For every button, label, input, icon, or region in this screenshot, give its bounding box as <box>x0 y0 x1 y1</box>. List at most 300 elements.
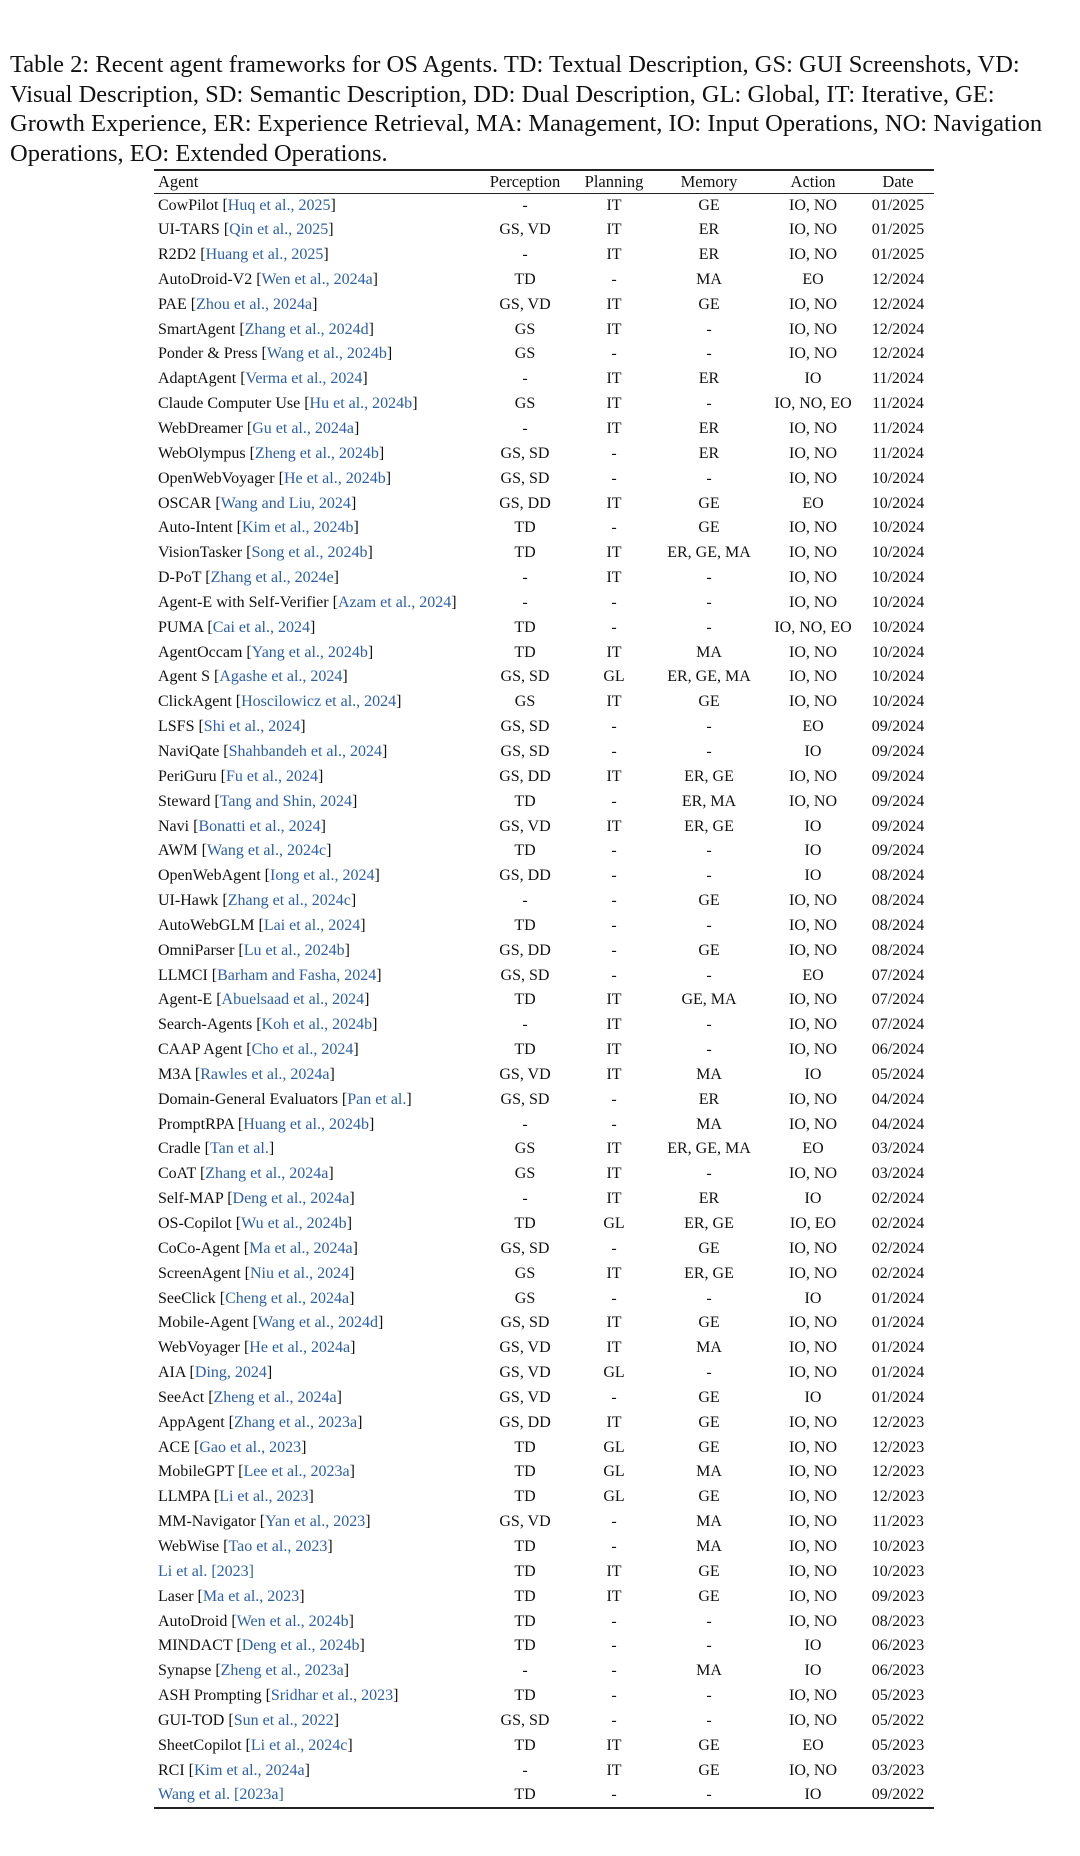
action-cell: IO, NO <box>789 1587 837 1605</box>
citation-bracket: ] <box>266 1364 273 1382</box>
perception-cell: GS, SD <box>500 742 550 760</box>
citation-bracket: ] <box>412 395 418 413</box>
action-cell: IO, NO <box>789 1513 837 1531</box>
memory-cell: ER, GE, MA <box>667 544 751 562</box>
action-cell: IO, NO, EO <box>774 395 852 413</box>
date-cell: 05/2022 <box>871 1711 925 1729</box>
citation-link[interactable]: Verma et al., 2024 <box>245 370 363 388</box>
citation-link[interactable]: Zheng et al., 2024b <box>254 444 379 462</box>
citation-bracket: ] <box>362 370 368 388</box>
citation-link[interactable]: Zhou et al., 2024a <box>196 295 313 313</box>
action-cell: IO <box>804 867 822 885</box>
date-cell: 02/2024 <box>871 1190 925 1208</box>
citation-link[interactable]: Gao et al., 2023 <box>199 1438 302 1456</box>
action-cell: IO, NO <box>789 643 837 661</box>
citation-link[interactable]: Bonatti et al., 2024 <box>198 817 321 835</box>
citation-bracket: ] <box>349 1190 355 1208</box>
agent-name: Agent-E with Self-Verifier [ <box>158 593 338 611</box>
planning-cell: - <box>611 1711 617 1729</box>
table-row <box>154 1410 934 1435</box>
planning-cell: - <box>611 916 617 934</box>
agent-cell <box>154 541 476 566</box>
planning-cell: - <box>611 892 617 910</box>
table-row <box>154 193 934 218</box>
action-cell: IO, NO <box>789 1761 837 1779</box>
perception-cell: TD <box>514 842 536 860</box>
date-cell: 07/2024 <box>871 1016 925 1034</box>
table-row <box>154 665 934 690</box>
agent-name: OSCAR [ <box>158 494 221 512</box>
date-cell: 02/2024 <box>871 1264 925 1282</box>
citation-link[interactable]: Huq et al., 2025 <box>227 196 331 214</box>
citation-bracket: ] <box>350 494 357 512</box>
agent-name: Claude Computer Use [ <box>158 395 310 413</box>
memory-cell: ER, MA <box>681 792 737 810</box>
agent-cell <box>154 640 476 665</box>
perception-cell: GS, SD <box>500 1711 550 1729</box>
citation-link[interactable]: Hu et al., 2024b <box>309 395 413 413</box>
action-cell: IO, NO <box>789 1537 837 1555</box>
citation-link[interactable]: Deng et al., 2024b <box>241 1637 360 1655</box>
citation-link[interactable]: Li et al., 2023 <box>219 1488 309 1506</box>
memory-cell: - <box>706 842 712 860</box>
agent-name: ACE [ <box>158 1438 200 1456</box>
perception-cell: GS <box>514 1289 536 1307</box>
perception-cell: GS <box>514 1165 536 1183</box>
citation-link[interactable]: Ma et al., 2024a <box>249 1239 353 1257</box>
agent-name: NaviQate [ <box>158 742 229 760</box>
agent-cell <box>154 1733 476 1758</box>
planning-cell: - <box>611 792 617 810</box>
agent-cell <box>154 988 476 1013</box>
table-row <box>154 913 934 938</box>
table-row <box>154 1584 934 1609</box>
citation-bracket: ] <box>327 1537 333 1555</box>
action-cell: IO, NO <box>789 1041 837 1059</box>
memory-cell: GE <box>698 1562 720 1580</box>
agent-cell <box>154 1510 476 1535</box>
date-cell: 11/2024 <box>872 444 924 462</box>
perception-cell: GS, VD <box>499 817 551 835</box>
action-cell: IO, NO <box>789 519 837 537</box>
planning-cell: IT <box>606 991 622 1009</box>
table-row <box>154 342 934 367</box>
citation-bracket: ] <box>451 593 457 611</box>
citation-link[interactable]: Ma et al., 2023 <box>202 1587 300 1605</box>
citation-link[interactable]: Wen et al., 2024b <box>236 1612 349 1630</box>
agent-cell <box>154 665 476 690</box>
citation-link[interactable]: Deng et al., 2024a <box>232 1190 350 1208</box>
date-cell: 01/2024 <box>871 1388 925 1406</box>
citation-bracket: ] <box>304 1761 310 1779</box>
agent-name: Mobile-Agent [ <box>158 1314 258 1332</box>
citation-link[interactable]: Shi et al., 2024 <box>203 718 301 736</box>
citation-link[interactable]: Koh et al., 2024b <box>261 1016 373 1034</box>
citation-link[interactable]: He et al., 2024a <box>249 1339 351 1357</box>
citation-bracket: ] <box>360 916 366 934</box>
memory-cell: - <box>706 1016 712 1034</box>
date-cell: 10/2024 <box>871 643 925 661</box>
agent-name: WebVoyager [ <box>158 1339 250 1357</box>
agent-name: SeeClick [ <box>158 1289 226 1307</box>
date-cell: 03/2024 <box>871 1165 925 1183</box>
date-cell: 11/2023 <box>872 1513 924 1531</box>
agent-cell <box>154 1261 476 1286</box>
agent-name: Agent-E [ <box>158 991 222 1009</box>
citation-link[interactable]: Li et al. [2023] <box>158 1562 254 1580</box>
citation-link[interactable]: Zhang et al., 2024d <box>244 320 369 338</box>
citation-link[interactable]: Abuelsaad et al., 2024 <box>221 991 365 1009</box>
perception-cell: GS, VD <box>499 1339 551 1357</box>
table-row <box>154 789 934 814</box>
action-cell: IO, NO <box>789 1115 837 1133</box>
citation-link[interactable]: Wen et al., 2024a <box>261 270 373 288</box>
table-row <box>154 1137 934 1162</box>
table-row <box>154 1261 934 1286</box>
table-caption: Table 2: Recent agent frameworks for OS Agents. TD: Textual Description, GS: GUI Screenshots, VD: Visual Description, SD: Semantic Description, DD: Dual Description, GL: Global, IT: Iterative, GE: Growth Experience, ER: Experience Retrieval, MA: Management, IO: Input Operations, NO: Navigation Operations, EO: Extended Operations. <box>10 51 1043 167</box>
planning-cell: IT <box>606 370 622 388</box>
agent-cell <box>154 889 476 914</box>
agent-name: GUI-TOD [ <box>158 1711 234 1729</box>
citation-link[interactable]: Wu et al., 2024b <box>241 1215 347 1233</box>
action-cell: IO, NO <box>789 792 837 810</box>
agent-name: AdaptAgent [ <box>158 370 246 388</box>
date-cell: 09/2024 <box>871 842 925 860</box>
perception-cell: TD <box>476 1783 574 1808</box>
citation-bracket: ] <box>406 1090 412 1108</box>
action-cell: IO, NO <box>789 444 837 462</box>
planning-cell: IT <box>606 1314 622 1332</box>
date-cell: 05/2023 <box>871 1736 925 1754</box>
perception-cell: TD <box>514 519 536 537</box>
agent-cell <box>154 1311 476 1336</box>
citation-link[interactable]: Tang and Shin, 2024 <box>219 792 352 810</box>
memory-cell: MA <box>696 1513 722 1531</box>
citation-link[interactable]: Cho et al., 2024 <box>251 1041 354 1059</box>
citation-link[interactable]: Agashe et al., 2024 <box>219 668 343 686</box>
action-cell: IO, NO <box>789 320 837 338</box>
date-cell: 10/2024 <box>871 544 925 562</box>
action-cell: IO, NO <box>789 767 837 785</box>
citation-link[interactable]: Wang and Liu, 2024 <box>220 494 351 512</box>
table-header-row <box>154 170 934 193</box>
planning-cell: IT <box>606 1761 622 1779</box>
citation-link[interactable]: Barham and Fasha, 2024 <box>217 966 377 984</box>
citation-link[interactable]: Zhang et al., 2024c <box>227 892 351 910</box>
planning-cell: - <box>611 718 617 736</box>
planning-cell: - <box>611 618 617 636</box>
citation-link[interactable]: Zhang et al., 2024a <box>205 1165 329 1183</box>
perception-cell: GS <box>514 395 536 413</box>
action-cell: IO, NO <box>789 221 837 239</box>
agent-cell <box>154 1162 476 1187</box>
citation-bracket: ] <box>342 668 348 686</box>
planning-cell: GL <box>603 1463 625 1481</box>
agent-name: Agent S [ <box>158 668 220 686</box>
citation-link[interactable]: Zhang et al., 2023a <box>233 1413 358 1431</box>
planning-cell: - <box>611 1612 617 1630</box>
citation-link[interactable]: Wang et al., 2024d <box>257 1314 378 1332</box>
citation-link[interactable]: Wang et al., 2024b <box>266 345 387 363</box>
citation-bracket: ] <box>353 1041 359 1059</box>
citation-link[interactable]: Yang et al., 2024b <box>251 643 368 661</box>
date-cell: 06/2024 <box>871 1041 925 1059</box>
agent-name: AutoDroid-V2 [ <box>158 270 262 288</box>
column-header-action: Action <box>764 170 862 193</box>
planning-cell: IT <box>606 643 622 661</box>
planning-cell: IT <box>606 1587 622 1605</box>
memory-cell: ER, GE <box>684 767 734 785</box>
date-cell: 12/2024 <box>871 320 925 338</box>
perception-cell: TD <box>514 1438 536 1456</box>
table-row <box>154 715 934 740</box>
table-row <box>154 1286 934 1311</box>
memory-cell: - <box>706 618 712 636</box>
agent-name: Search-Agents [ <box>158 1016 262 1034</box>
citation-link[interactable]: Tan et al. <box>209 1140 269 1158</box>
citation-bracket: ] <box>365 1513 371 1531</box>
table-row <box>154 1112 934 1137</box>
agent-name: AutoDroid [ <box>158 1612 237 1630</box>
citation-link[interactable]: Shahbandeh et al., 2024 <box>228 742 382 760</box>
memory-cell: - <box>706 742 712 760</box>
action-cell: IO, NO <box>789 1239 837 1257</box>
agent-name: MINDACT [ <box>158 1637 242 1655</box>
planning-cell: IT <box>606 221 622 239</box>
citation-link[interactable]: Cheng et al., 2024a <box>225 1289 350 1307</box>
table-row <box>154 1609 934 1634</box>
citation-link[interactable]: Kim et al., 2024b <box>241 519 354 537</box>
date-cell: 02/2024 <box>871 1215 925 1233</box>
planning-cell: GL <box>603 668 625 686</box>
memory-cell: - <box>706 1711 712 1729</box>
citation-bracket: ] <box>372 270 378 288</box>
memory-cell: ER <box>698 444 720 462</box>
perception-cell: - <box>522 370 528 388</box>
citation-link[interactable]: Zhang et al., 2024e <box>210 569 334 587</box>
planning-cell: IT <box>606 320 622 338</box>
agent-name: AWM [ <box>158 842 207 860</box>
agent-cell <box>154 317 476 342</box>
agent-name: AppAgent [ <box>158 1413 234 1431</box>
table-row <box>154 1659 934 1684</box>
perception-cell: - <box>522 1761 528 1779</box>
agent-cell <box>154 913 476 938</box>
table-row <box>154 1013 934 1038</box>
action-cell: IO, NO <box>789 295 837 313</box>
citation-link[interactable]: Wang et al., 2024c <box>206 842 327 860</box>
agent-name: LSFS [ <box>158 718 204 736</box>
date-cell: 10/2024 <box>871 519 925 537</box>
agent-name: Laser [ <box>158 1587 203 1605</box>
citation-link[interactable]: Qin et al., 2025 <box>229 221 329 239</box>
perception-cell: GS, VD <box>499 221 551 239</box>
memory-cell: GE <box>698 1761 720 1779</box>
agent-cell <box>154 715 476 740</box>
agent-name: OpenWebAgent [ <box>158 867 271 885</box>
perception-cell: - <box>522 196 528 214</box>
citation-link[interactable]: Rawles et al., 2024a <box>200 1065 330 1083</box>
date-cell: 06/2023 <box>871 1637 925 1655</box>
table-row <box>154 690 934 715</box>
citation-link[interactable]: Song et al., 2024b <box>251 544 368 562</box>
citation-bracket: ] <box>368 1115 375 1133</box>
citation-link[interactable]: Li et al., 2024c <box>250 1736 348 1754</box>
citation-link[interactable]: He et al., 2024b <box>283 469 386 487</box>
date-cell: 04/2024 <box>871 1090 925 1108</box>
agent-name: SmartAgent [ <box>158 320 245 338</box>
agent-cell <box>154 1013 476 1038</box>
citation-link[interactable]: Hoscilowicz et al., 2024 <box>241 693 397 711</box>
table-row <box>154 268 934 293</box>
citation-link[interactable]: Lai et al., 2024 <box>263 916 361 934</box>
planning-cell: IT <box>606 1413 622 1431</box>
agent-name: WebOlympus [ <box>158 444 255 462</box>
memory-cell: - <box>706 569 712 587</box>
citation-bracket: ] <box>378 1314 384 1332</box>
date-cell: 03/2023 <box>871 1761 925 1779</box>
action-cell: IO <box>804 1637 822 1655</box>
citation-link[interactable]: Azam et al., 2024 <box>337 593 452 611</box>
citation-bracket: ] <box>328 221 334 239</box>
agent-name: MM-Navigator [ <box>158 1513 266 1531</box>
planning-cell: - <box>611 444 617 462</box>
perception-cell: TD <box>514 1637 536 1655</box>
agent-cell <box>154 1559 476 1584</box>
citation-link[interactable]: Niu et al., 2024 <box>249 1264 350 1282</box>
memory-cell: ER <box>698 420 720 438</box>
planning-cell: - <box>611 1239 617 1257</box>
agent-cell <box>154 1609 476 1634</box>
agent-name: PeriGuru [ <box>158 767 226 785</box>
agent-name: Ponder & Press [ <box>158 345 267 363</box>
agent-name: PUMA [ <box>158 618 213 636</box>
planning-cell: - <box>611 1687 617 1705</box>
agent-cell <box>154 1212 476 1237</box>
table-row <box>154 1435 934 1460</box>
agent-name: WebWise [ <box>158 1537 229 1555</box>
memory-cell: - <box>706 718 712 736</box>
citation-link[interactable]: Sun et al., 2022 <box>233 1711 334 1729</box>
citation-link[interactable]: Iong et al., 2024 <box>270 867 375 885</box>
citation-link[interactable]: Tao et al., 2023 <box>228 1537 328 1555</box>
planning-cell: IT <box>606 569 622 587</box>
agent-name: LLMPA [ <box>158 1488 220 1506</box>
date-cell: 12/2023 <box>871 1438 925 1456</box>
citation-bracket: ] <box>386 345 393 363</box>
action-cell: IO <box>804 370 822 388</box>
memory-cell: - <box>706 1612 712 1630</box>
citation-link[interactable]: Ding, 2024 <box>194 1364 267 1382</box>
agent-name: Navi [ <box>158 817 199 835</box>
table-row <box>154 615 934 640</box>
agent-name: MobileGPT [ <box>158 1463 244 1481</box>
citation-link[interactable]: Huang et al., 2025 <box>205 246 324 264</box>
planning-cell: IT <box>606 693 622 711</box>
action-cell: IO <box>804 1190 822 1208</box>
citation-link[interactable]: Wang et al. [2023a] <box>158 1785 284 1803</box>
agent-name: SeeAct [ <box>158 1388 214 1406</box>
perception-cell: GS, SD <box>500 1090 550 1108</box>
memory-cell: GE <box>698 519 720 537</box>
perception-cell: GS, SD <box>500 444 550 462</box>
agent-name: Self-MAP [ <box>158 1190 233 1208</box>
action-cell: IO, NO <box>789 469 837 487</box>
citation-link[interactable]: Pan et al. <box>347 1090 407 1108</box>
date-cell: 08/2024 <box>871 941 925 959</box>
planning-cell: IT <box>606 544 622 562</box>
agent-cell <box>154 1038 476 1063</box>
perception-cell: TD <box>514 1488 536 1506</box>
planning-cell: IT <box>606 1736 622 1754</box>
date-cell: 01/2024 <box>871 1364 925 1382</box>
citation-link[interactable]: Cai et al., 2024 <box>212 618 310 636</box>
citation-link[interactable]: Zheng et al., 2024a <box>213 1388 337 1406</box>
agent-cell <box>154 1361 476 1386</box>
action-cell: IO, NO <box>789 991 837 1009</box>
citation-link[interactable]: Gu et al., 2024a <box>252 420 354 438</box>
action-cell: IO, NO <box>789 593 837 611</box>
citation-bracket: ] <box>268 1140 275 1158</box>
agent-cell <box>154 1535 476 1560</box>
citation-link[interactable]: Lu et al., 2024b <box>243 941 345 959</box>
agent-name: CAAP Agent [ <box>158 1041 252 1059</box>
citation-link[interactable]: Huang et al., 2024b <box>243 1115 369 1133</box>
memory-cell: - <box>706 1364 712 1382</box>
citation-bracket: ] <box>353 519 359 537</box>
agent-cell <box>154 342 476 367</box>
citation-link[interactable]: Kim et al., 2024a <box>194 1761 305 1779</box>
table-row <box>154 839 934 864</box>
column-header-memory: Memory <box>654 170 764 193</box>
citation-link[interactable]: Fu et al., 2024 <box>225 767 318 785</box>
citation-link[interactable]: Lee et al., 2023a <box>243 1463 350 1481</box>
planning-cell: - <box>611 519 617 537</box>
table-row <box>154 740 934 765</box>
citation-bracket: ] <box>329 1065 335 1083</box>
citation-link[interactable]: Yan et al., 2023 <box>265 1513 366 1531</box>
agent-name: CowPilot [ <box>158 196 228 214</box>
memory-cell: MA <box>696 1339 722 1357</box>
planning-cell: - <box>611 1289 617 1307</box>
column-header-perception: Perception <box>476 170 574 193</box>
memory-cell: - <box>706 1687 712 1705</box>
table-row <box>154 764 934 789</box>
planning-cell: - <box>611 1388 617 1406</box>
date-cell: 09/2024 <box>871 742 925 760</box>
table-row <box>154 566 934 591</box>
action-cell: IO, NO <box>789 1438 837 1456</box>
action-cell: IO <box>804 817 822 835</box>
agent-cell <box>154 1684 476 1709</box>
date-cell: 09/2024 <box>871 817 925 835</box>
action-cell: IO, NO <box>789 1090 837 1108</box>
memory-cell: ER <box>698 370 720 388</box>
table-row <box>154 1559 934 1584</box>
date-cell: 01/2024 <box>871 1314 925 1332</box>
agent-cell <box>154 193 476 218</box>
citation-bracket: ] <box>367 643 374 661</box>
agent-cell <box>154 491 476 516</box>
memory-cell: GE <box>698 941 720 959</box>
date-cell: 07/2024 <box>871 991 925 1009</box>
action-cell: EO <box>802 494 824 512</box>
memory-cell: MA <box>696 1065 722 1083</box>
action-cell: IO, NO <box>789 420 837 438</box>
citation-link[interactable]: Zheng et al., 2023a <box>220 1662 344 1680</box>
citation-link[interactable]: Sridhar et al., 2023 <box>270 1687 394 1705</box>
column-header-date: Date <box>862 170 934 193</box>
